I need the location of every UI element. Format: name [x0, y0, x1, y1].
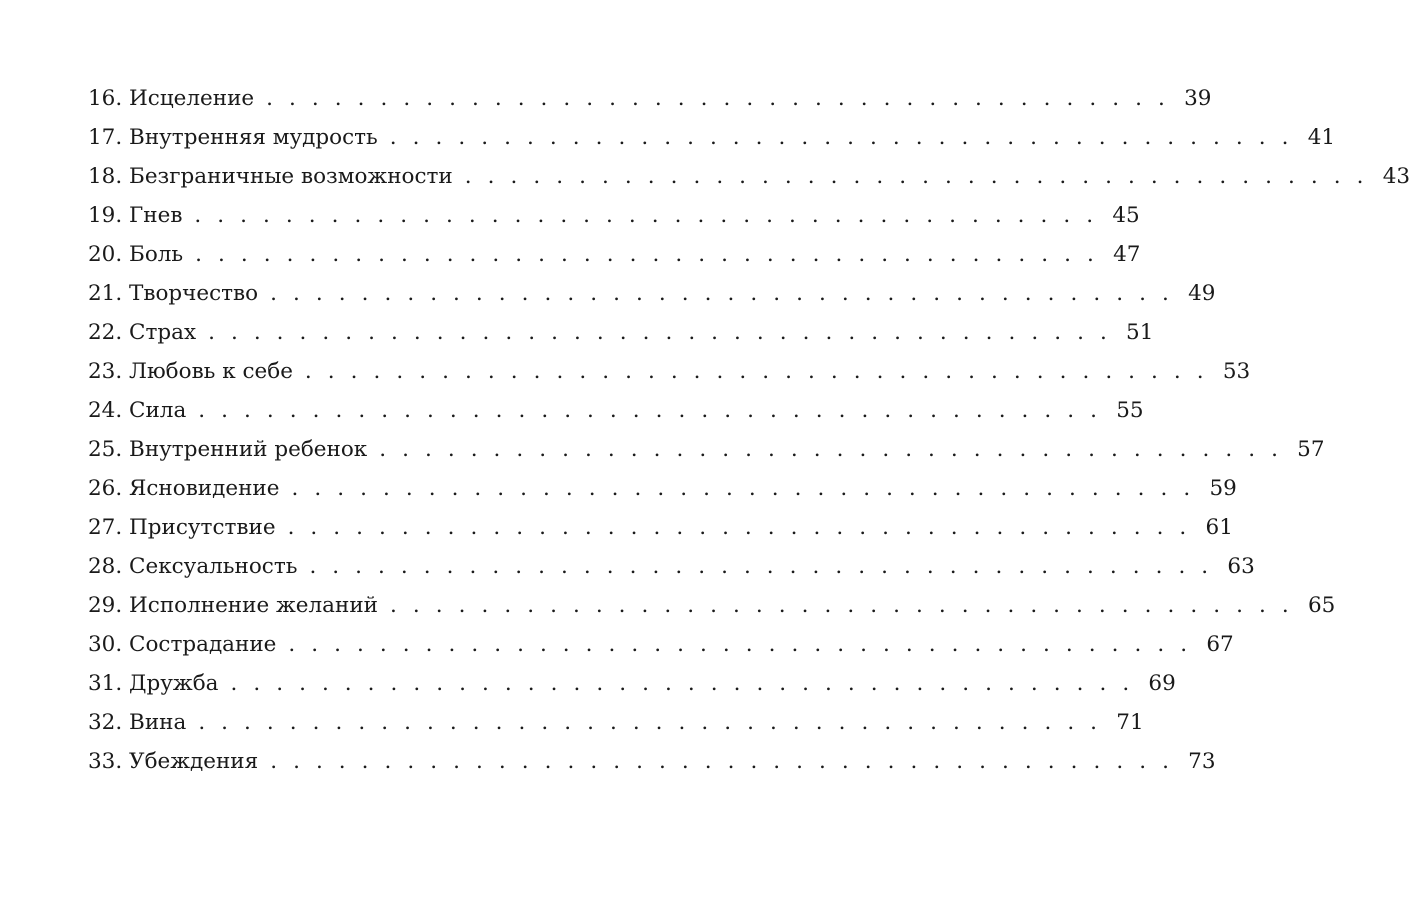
- toc-entry[interactable]: [88, 359, 1251, 398]
- toc-entry-page-number: 55: [1116, 398, 1144, 423]
- toc-entry[interactable]: [88, 242, 1141, 281]
- toc-entry-title: 25. Внутренний ребенок: [88, 437, 368, 462]
- dot-leader: . . . . . . . . . . . . . . . . . . . . . . . . . . . . . . . . . . . . . . . .: [291, 476, 1195, 501]
- toc-entry[interactable]: [88, 281, 1216, 320]
- toc-entry-page-number: 45: [1112, 203, 1140, 228]
- toc-entry[interactable]: [88, 203, 1140, 242]
- toc-entry-title: 28. Сексуальность: [88, 554, 298, 579]
- dot-leader: . . . . . . . . . . . . . . . . . . . . . . . . . . . . . . . . . . . . . . . .: [194, 203, 1098, 228]
- toc-entry-page-number: 39: [1184, 86, 1212, 111]
- dot-leader: . . . . . . . . . . . . . . . . . . . . . . . . . . . . . . . . . . . . . . . .: [266, 86, 1170, 111]
- toc-entry[interactable]: [88, 164, 1410, 203]
- toc-entry-page-number: 57: [1297, 437, 1325, 462]
- toc-entry[interactable]: [88, 437, 1325, 476]
- toc-entry[interactable]: [88, 320, 1154, 359]
- toc-entry-title: 17. Внутренняя мудрость: [88, 125, 378, 150]
- toc-entry-title: 27. Присутствие: [88, 515, 276, 540]
- toc-entry-title: 30. Сострадание: [88, 632, 277, 657]
- dot-leader: . . . . . . . . . . . . . . . . . . . . . . . . . . . . . . . . . . . . . . . .: [195, 242, 1099, 267]
- dot-leader: . . . . . . . . . . . . . . . . . . . . . . . . . . . . . . . . . . . . . . . .: [464, 164, 1369, 189]
- dot-leader: . . . . . . . . . . . . . . . . . . . . . . . . . . . . . . . . . . . . . . . .: [379, 437, 1283, 462]
- toc-entry[interactable]: [88, 632, 1234, 671]
- toc-entry-page-number: 49: [1188, 281, 1216, 306]
- toc-entry-title: 31. Дружба: [88, 671, 219, 696]
- toc-entry-title: 19. Гнев: [88, 203, 183, 228]
- toc-entry-page-number: 61: [1205, 515, 1233, 540]
- dot-leader: . . . . . . . . . . . . . . . . . . . . . . . . . . . . . . . . . . . . . . . .: [288, 632, 1192, 657]
- toc-entry-title: 24. Сила: [88, 398, 187, 423]
- toc-entry-page-number: 73: [1188, 749, 1216, 774]
- toc-entry[interactable]: [88, 671, 1176, 710]
- toc-entry-page-number: 63: [1227, 554, 1255, 579]
- toc-entry-page-number: 59: [1209, 476, 1237, 501]
- dot-leader: . . . . . . . . . . . . . . . . . . . . . . . . . . . . . . . . . . . . . . . .: [230, 671, 1134, 696]
- toc-entry-page-number: 51: [1126, 320, 1154, 345]
- toc-entry[interactable]: [88, 398, 1144, 437]
- dot-leader: . . . . . . . . . . . . . . . . . . . . . . . . . . . . . . . . . . . . . . . .: [287, 515, 1191, 540]
- toc-entry[interactable]: [88, 515, 1233, 554]
- toc-entry-title: 18. Безграничные возможности: [88, 164, 453, 189]
- dot-leader: . . . . . . . . . . . . . . . . . . . . . . . . . . . . . . . . . . . . . . . .: [270, 749, 1174, 774]
- toc-entry-page-number: 41: [1307, 125, 1336, 150]
- toc-entry-title: 21. Творчество: [88, 281, 259, 306]
- toc-entry-title: 23. Любовь к себе: [88, 359, 293, 384]
- toc-entry-title: 29. Исполнение желаний: [88, 593, 378, 618]
- toc-entry-page-number: 47: [1113, 242, 1141, 267]
- toc-entry-page-number: 53: [1222, 359, 1251, 384]
- toc-entry-title: 16. Исцеление: [88, 86, 255, 111]
- toc-entry-title: 26. Ясновидение: [88, 476, 280, 501]
- toc-entry[interactable]: [88, 593, 1336, 632]
- toc-entry[interactable]: [88, 554, 1255, 593]
- toc-entry-title: 22. Страх: [88, 320, 197, 345]
- toc-entry-title: 33. Убеждения: [88, 749, 259, 774]
- dot-leader: . . . . . . . . . . . . . . . . . . . . . . . . . . . . . . . . . . . . . . . .: [309, 554, 1213, 579]
- toc-entry-title: 32. Вина: [88, 710, 187, 735]
- toc-entry-page-number: 71: [1116, 710, 1144, 735]
- dot-leader: . . . . . . . . . . . . . . . . . . . . . . . . . . . . . . . . . . . . . . . .: [270, 281, 1174, 306]
- toc-entry[interactable]: [88, 710, 1144, 749]
- dot-leader: . . . . . . . . . . . . . . . . . . . . . . . . . . . . . . . . . . . . . . . .: [198, 710, 1102, 735]
- toc-entry-page-number: 69: [1148, 671, 1176, 696]
- table-of-contents: [88, 86, 1410, 788]
- dot-leader: . . . . . . . . . . . . . . . . . . . . . . . . . . . . . . . . . . . . . . . .: [198, 398, 1102, 423]
- toc-entry-page-number: 43: [1382, 164, 1410, 189]
- dot-leader: . . . . . . . . . . . . . . . . . . . . . . . . . . . . . . . . . . . . . . . .: [208, 320, 1112, 345]
- toc-entry-page-number: 67: [1206, 632, 1234, 657]
- toc-entry[interactable]: [88, 125, 1336, 164]
- dot-leader: . . . . . . . . . . . . . . . . . . . . . . . . . . . . . . . . . . . . . . . .: [390, 593, 1294, 618]
- toc-entry[interactable]: [88, 749, 1216, 788]
- dot-leader: . . . . . . . . . . . . . . . . . . . . . . . . . . . . . . . . . . . . . . . .: [389, 125, 1294, 150]
- dot-leader: . . . . . . . . . . . . . . . . . . . . . . . . . . . . . . . . . . . . . . . .: [304, 359, 1209, 384]
- toc-entry-page-number: 65: [1307, 593, 1336, 618]
- toc-entry-title: 20. Боль: [88, 242, 184, 267]
- toc-entry[interactable]: [88, 86, 1212, 125]
- toc-entry[interactable]: [88, 476, 1237, 515]
